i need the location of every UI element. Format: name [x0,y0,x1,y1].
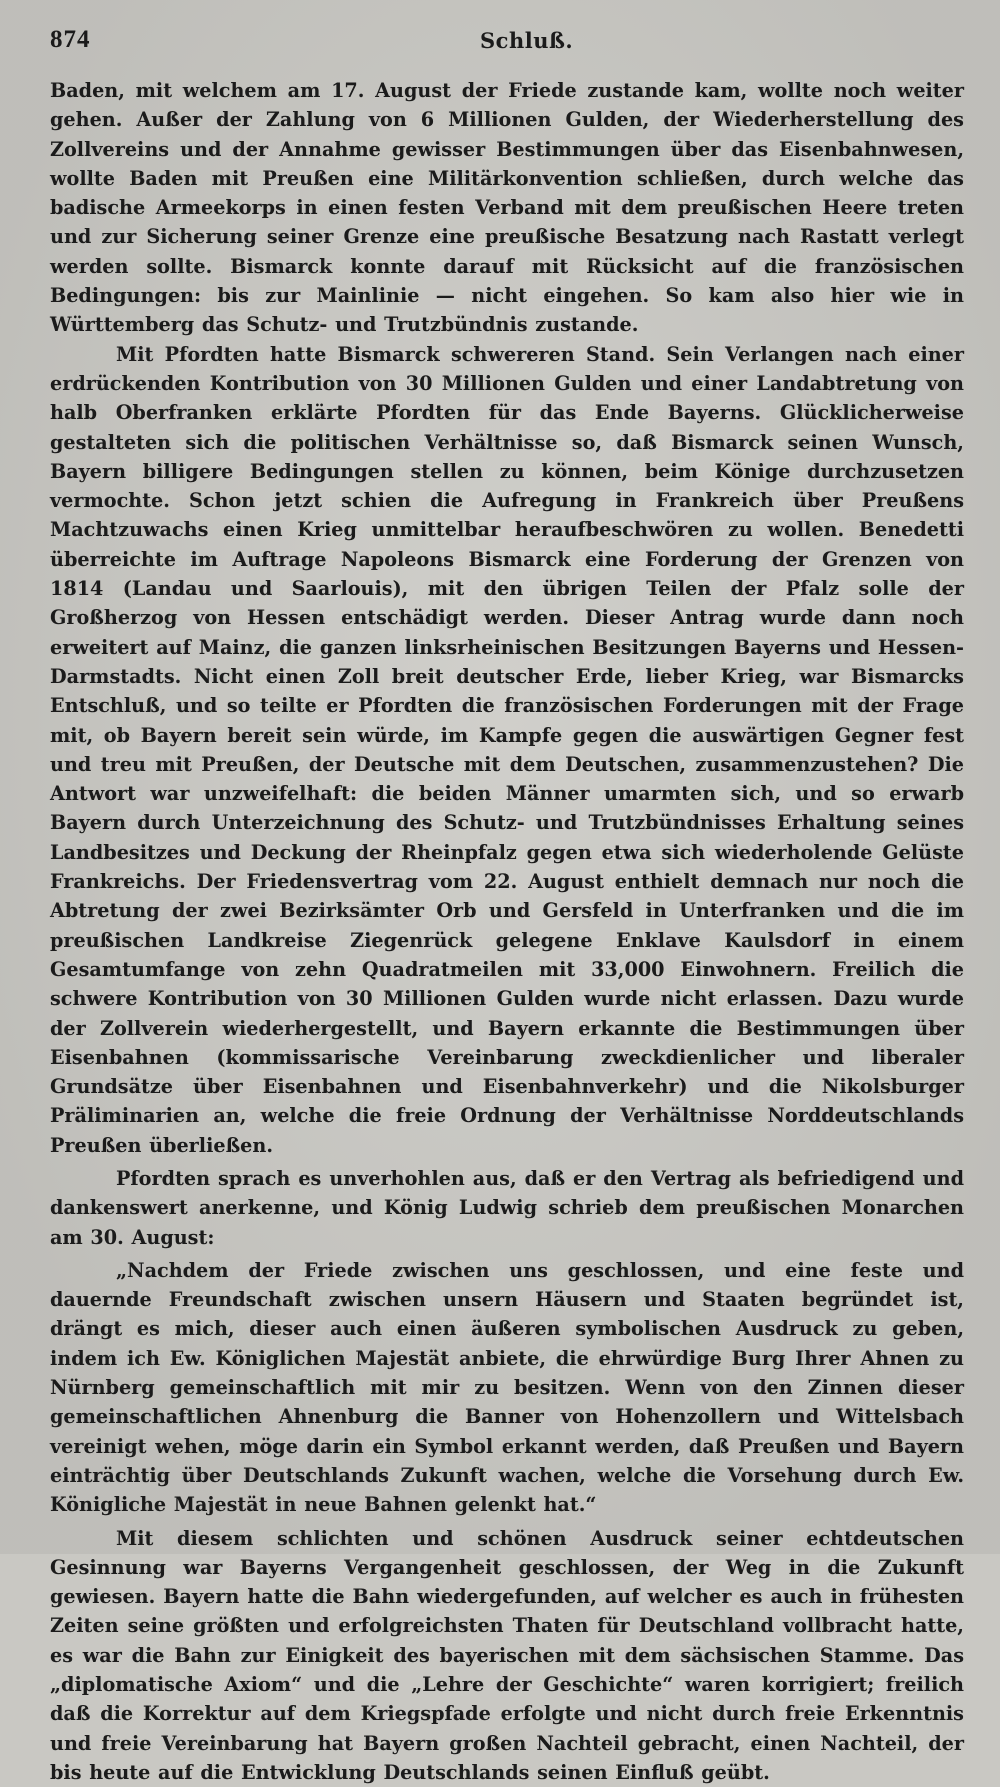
paragraph-pfordten-bismarck: Mit Pfordten hatte Bismarck schwereren Stand. Sein Verlangen nach einer erdrückenden Kontribution von 30 Millionen Gulden und einer Landabtretung von halb Oberfranken erklärte Pfordten für das Ende Bayerns. Glücklicherweise gestalteten sich die politischen Verhältnisse so, daß Bismarck seinen Wunsch, Bayern billigere Bedingungen stellen zu können, beim Könige durchzusetzen vermochte. Schon jetzt schien die Aufregung in Frankreich über Preußens Machtzuwachs einen Krieg unmittelbar heraufbeschwören zu wollen. Benedetti überreichte im Auftrage Napoleons Bismarck eine Forderung der Grenzen von 1814 (Landau und Saarlouis), mit den übrigen Teilen der Pfalz solle der Großherzog von Hessen entschädigt werden. Dieser Antrag wurde dann noch erweitert auf Mainz, die ganzen linksrheinischen Besitzungen Bayerns und Hessen-Darmstadts. Nicht einen Zoll breit deutscher Erde, lieber Krieg, war Bismarcks Entschluß, und so teilte er Pfordten die französischen Forderungen mit der Frage mit, ob Bayern bereit sein würde, im Kampfe gegen die auswärtigen Gegner fest und treu mit Preußen, der Deutsche mit dem Deutschen, zusammenzustehen? Die Antwort war unzweifelhaft: die beiden Männer umarmten sich, und so erwarb Bayern durch Unterzeichnung des Schutz- und Trutzbündnisses Erhaltung seines Landbesitzes und Deckung der Rheinpfalz gegen etwa sich wiederholende Gelüste Frankreichs. Der Friedensvertrag vom 22. August enthielt demnach nur noch die Abtretung der zwei Bezirksämter Orb und Gersfeld in Unterfranken und die im preußischen Landkreise Ziegenrück gelegene Enklave Kaulsdorf in einem Gesamtumfange von zehn Quadratmeilen mit 33,000 Einwohnern. Freilich die schwere Kontribution von 30 Millionen Gulden wurde nicht erlassen. Dazu wurde der Zollverein wiederhergestellt, und Bayern erkannte die Bestimmungen über Eisenbahnen (kommissarische Vereinbarung zweckdienlicher und liberaler Grundsätze über Eisenbahnen und Eisenbahnverkehr) und die Nikolsburger Präliminarien an, welche die freie Ordnung der Verhältnisse Norddeutschlands Preußen überließen. [50,342,964,1157]
running-title: Schluß. [480,28,574,53]
paragraph-conclusion: Mit diesem schlichten und schönen Ausdruck seiner echtdeutschen Gesinnung war Bayerns Vergangenheit geschlossen, der Weg in die Zukunft gewiesen. Bayern hatte die Bahn wiedergefunden, auf welcher es auch in frühesten Zeiten seine größten und erfolgreichsten Thaten für Deutschland vollbracht hatte, es war die Bahn zur Einigkeit des bayerischen mit dem sächsischen Stamme. Das „diplomatische Axiom“ und die „Lehre der Geschichte“ waren korrigiert; freilich daß die Korrektur auf dem Kriegspfade erfolgte und nicht durch freie Erkenntnis und freie Vereinbarung hat Bayern großen Nachteil gebracht, einen Nachteil, der bis heute auf die Entwicklung Deutschlands seinen Einfluß geübt. [50,1526,964,1784]
paragraph-baden: Baden, mit welchem am 17. August der Friede zustande kam, wollte noch weiter gehen. Außer der Zahlung von 6 Millionen Gulden, der Wiederherstellung des Zollvereins und der Annahme gewisser Bestimmungen über das Eisenbahnwesen, wollte Baden mit Preußen eine Militärkonvention schließen, durch welche das badische Armeekorps in einen festen Verband mit dem preußischen Heere treten und zur Sicherung seiner Grenze eine preußische Besatzung nach Rastatt verlegt werden sollte. Bismarck konnte darauf mit Rücksicht auf die französischen Bedingungen: bis zur Mainlinie — nicht eingehen. So kam also hier wie in Württemberg das Schutz- und Trutzbündnis zustande. [50,79,964,337]
running-head [50,26,962,62]
body-text [50,76,964,1787]
paragraph-pfordten-ludwig: Pfordten sprach es unverhohlen aus, daß er den Vertrag als befriedigend und dankenswert anerkenne, und König Ludwig schrieb dem preußischen Monarchen am 30. August: [50,1166,964,1249]
paragraph-letter-quote: „Nachdem der Friede zwischen uns geschlossen, und eine feste und dauernde Freundschaft zwischen unsern Häusern und Staaten begründet ist, drängt es mich, dieser auch einen äußeren symbolischen Ausdruck zu geben, indem ich Ew. Königlichen Majestät anbiete, die ehrwürdige Burg Ihrer Ahnen zu Nürnberg gemeinschaftlich mit mir zu besitzen. Wenn von den Zinnen dieser gemeinschaftlichen Ahnenburg die Banner von Hohenzollern und Wittelsbach vereinigt wehen, möge darin ein Symbol erkannt werden, daß Preußen und Bayern einträchtig über Deutschlands Zukunft wachen, welche die Vorsehung durch Ew. Königliche Majestät in neue Bahnen gelenkt hat.“ [50,1258,964,1517]
page-number: 874 [50,26,91,53]
